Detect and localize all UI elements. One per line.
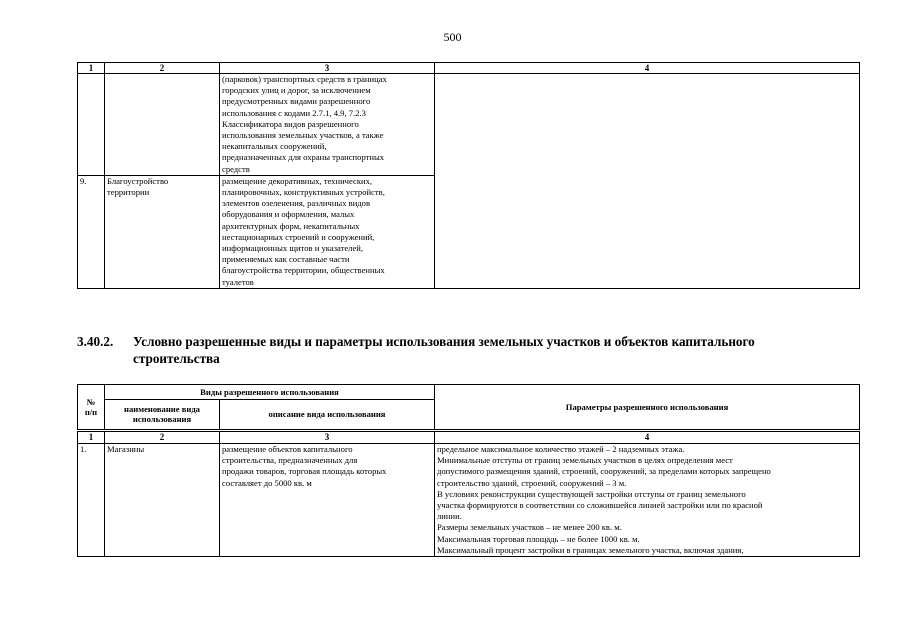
desc-line: размещение объектов капитального (222, 444, 353, 454)
row-params-cell (435, 74, 860, 289)
row-name-cell (105, 74, 220, 176)
param-line: Минимальные отступы от границ земельных участков в целях определения мест (437, 455, 733, 466)
param-line: строительство зданий, строений, сооружений – 3 м. (437, 477, 627, 488)
header-row-1 (78, 385, 860, 400)
desc-line: использования с кодами 2.7.1, 4.9, 7.2.3 (222, 107, 366, 118)
desc-line: оборудования и оформления, малых (222, 209, 355, 220)
param-line: участка формируются в соответствии со сложившейся линией застройки или по красной (437, 500, 763, 511)
param-line: В условиях реконструкции существующей застройки отступы от границ земельного (437, 488, 746, 499)
desc-line: информационных щитов и указателей, (222, 243, 364, 254)
desc-line: благоустройства территории, общественных (222, 265, 385, 276)
desc-line: предусмотренных видами разрешенного (222, 96, 371, 107)
header-name (105, 399, 220, 430)
desc-line: элементов озеленения, различных видов (222, 198, 371, 209)
name-line: территории (107, 187, 150, 198)
table-row-continued (78, 74, 860, 176)
header-num-line1: № (86, 397, 96, 407)
row-params-cell (435, 444, 860, 557)
row-desc-cell (220, 74, 435, 176)
desc-line: городских улиц и дорог, за исключением (222, 85, 371, 96)
header-params: Параметры разрешенного использования (435, 385, 860, 431)
desc-line: планировочных, конструктивных устройств, (222, 187, 385, 198)
section-number: 3.40.2. (77, 334, 114, 349)
col-number-4: 4 (435, 431, 860, 444)
page-number: 500 (443, 30, 462, 44)
section-heading (77, 333, 867, 367)
row-num-cell (78, 74, 105, 176)
col-number-2: 2 (105, 431, 220, 444)
desc-line: размещение декоративных, технических, (222, 175, 373, 186)
param-line: допустимого размещения зданий, строений, сооружений, за пределами которых запрещено (437, 466, 771, 477)
row-name-cell (105, 175, 220, 288)
row-num-cell: 9. (78, 175, 105, 288)
row-desc-cell (220, 444, 435, 557)
col-number-1: 1 (78, 63, 105, 74)
header-num-line2: п/п (84, 407, 98, 417)
param-line: Максимальная торговая площадь – не более 1000 кв. м. (437, 533, 640, 544)
desc-line: составляет до 5000 кв. м (222, 477, 312, 488)
section-title-line1: Условно разрешенные виды и параметры использования земельных участков и объектов капитального (133, 334, 755, 349)
desc-line: предназначенных для охраны транспортных (222, 152, 385, 163)
header-name-line1: наименование вида (124, 404, 200, 415)
param-line: Максимальный процент застройки в границах земельного участка, включая здания, (437, 544, 744, 555)
header-name-line2: использования (132, 414, 192, 425)
land-use-table-continued (77, 62, 860, 289)
param-line: Размеры земельных участков – не менее 200 кв. м. (437, 522, 622, 533)
desc-line: туалетов (222, 276, 254, 287)
desc-line: Классификатора видов разрешенного (222, 118, 359, 129)
desc-line: архитектурных форм, некапитальных (222, 220, 360, 231)
desc-line: использования земельных участков, а также (222, 130, 384, 141)
col-number-4: 4 (435, 63, 860, 74)
desc-line: нестационарных строений и сооружений, (222, 231, 375, 242)
desc-line: применяемых как составные части (222, 254, 350, 265)
section-title-line2: строительства (133, 351, 220, 366)
col-number-1: 1 (78, 431, 105, 444)
row-num-cell: 1. (78, 444, 105, 557)
col-number-3: 3 (220, 431, 435, 444)
header-group: Виды разрешенного использования (105, 385, 435, 400)
param-line: линии. (437, 511, 462, 522)
header-num (78, 385, 105, 431)
desc-line: продажи товаров, торговая площадь которых (222, 466, 387, 477)
param-line: предельное максимальное количество этажей – 2 надземных этажа. (437, 444, 685, 454)
desc-line: (парковок) транспортных средств в границах (222, 74, 387, 84)
desc-line: некапитальных сооружений, (222, 141, 327, 152)
col-number-3: 3 (220, 63, 435, 74)
conditional-use-table (77, 384, 860, 557)
column-number-row (78, 431, 860, 444)
column-number-row (78, 63, 860, 74)
header-desc: описание вида использования (220, 399, 435, 430)
col-number-2: 2 (105, 63, 220, 74)
table-row-1 (78, 444, 860, 557)
name-line: Благоустройство (107, 175, 169, 186)
row-name-cell: Магазины (105, 444, 220, 557)
desc-line: строительства, предназначенных для (222, 455, 358, 466)
row-desc-cell (220, 175, 435, 288)
desc-line: средств (222, 163, 250, 174)
